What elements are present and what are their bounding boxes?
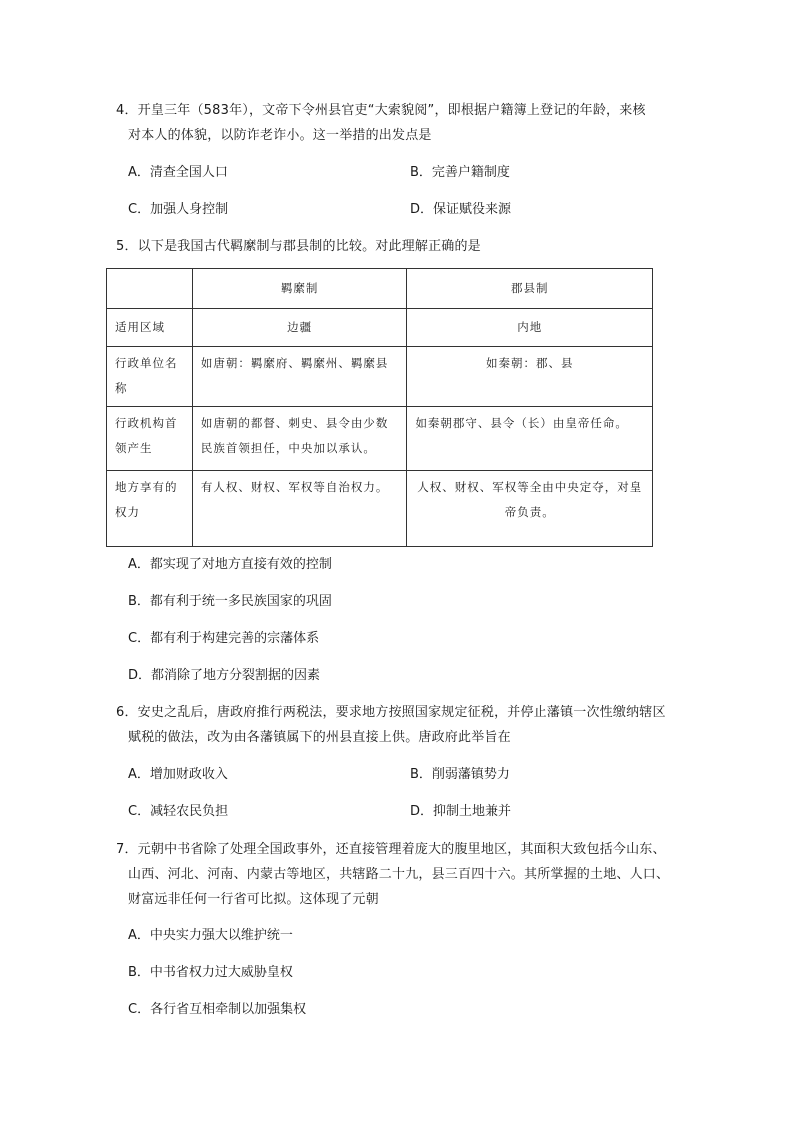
q4-option-c: C．加强人身控制 [128,202,229,217]
q6-option-c: C．减轻农民负担 [128,804,229,819]
q7-option-a: A．中央实力强大以维护统一 [128,928,293,943]
table-header-row [107,269,653,309]
table-header-cell [107,269,193,309]
q6-option-b: B．削弱藩镇势力 [410,767,510,782]
q5-option-b: B．都有利于统一多民族国家的巩固 [128,594,332,609]
q7-option-b: B．中书省权力过大威胁皇权 [128,965,293,980]
table-cell: 如唐朝：羁縻府、羁縻州、羁縻县 [192,347,407,407]
table-row [107,309,653,347]
table-cell: 地方享有的权力 [107,471,193,547]
table-header-cell: 羁縻制 [192,269,407,309]
q4-option-b: B．完善户籍制度 [410,165,510,180]
q4-stem-line1: 4．开皇三年（583年），文帝下令州县官吏“大索貌阅”，即根据户籍簿上登记的年龄，来核 [116,103,646,118]
table-cell: 如唐朝的都督、刺史、县令由少数民族首领担任，中央加以承认。 [192,407,407,471]
table-cell: 内地 [407,309,653,347]
q5-option-a: A．都实现了对地方直接有效的控制 [128,557,332,572]
table-cell: 行政单位名称 [107,347,193,407]
q7-stem-line1: 7．元朝中书省除了处理全国政事外，还直接管理着庞大的腹里地区，其面积大致包括今山东、 [116,842,666,857]
q7-stem-line3: 财富远非任何一行省可比拟。这体现了元朝 [128,892,379,907]
comparison-table [106,268,653,547]
table-row [107,347,653,407]
q7-option-c: C．各行省互相牵制以加强集权 [128,1002,307,1017]
q4-stem-line2: 对本人的体貌，以防诈老诈小。这一举措的出发点是 [128,128,432,143]
q6-stem-line1: 6．安史之乱后，唐政府推行两税法，要求地方按照国家规定征税，并停止藩镇一次性缴纳辖区 [116,705,666,720]
table-row [107,471,653,547]
q6-option-d: D．抑制土地兼并 [410,804,512,819]
q4-option-a: A．清查全国人口 [128,165,228,180]
table-cell: 边疆 [192,309,407,347]
table-header-cell: 郡县制 [407,269,653,309]
q7-stem-line2: 山西、河北、河南、内蒙古等地区，共辖路二十九，县三百四十六。其所掌握的土地、人口、 [128,867,670,882]
q6-option-a: A．增加财政收入 [128,767,228,782]
table-cell: 有人权、财权、军权等自治权力。 [192,471,407,547]
table-cell: 行政机构首领产生 [107,407,193,471]
q4-option-d: D．保证赋役来源 [410,202,512,217]
q5-stem: 5．以下是我国古代羁縻制与郡县制的比较。对此理解正确的是 [116,239,481,254]
q6-stem-line2: 赋税的做法，改为由各藩镇属下的州县直接上供。唐政府此举旨在 [128,730,511,745]
q5-option-c: C．都有利于构建完善的宗藩体系 [128,631,320,646]
table-cell: 如秦朝：郡、县 [407,347,653,407]
table-row [107,407,653,471]
table-cell: 如秦朝郡守、县令（长）由皇帝任命。 [407,407,653,471]
table-cell: 人权、财权、军权等全由中央定夺，对皇帝负责。 [407,471,653,547]
q5-option-d: D．都消除了地方分裂割据的因素 [128,668,321,683]
table-cell: 适用区域 [107,309,193,347]
